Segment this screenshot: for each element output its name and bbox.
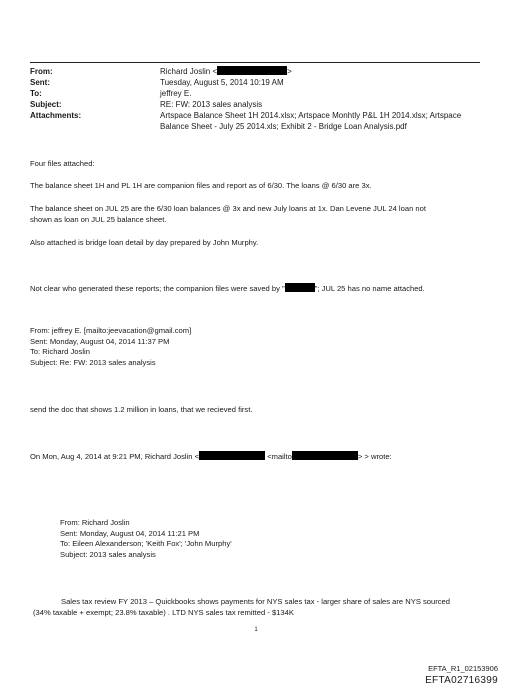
- wrote-line-mailto: <mailto: [267, 452, 292, 461]
- footer-id-2: EFTA02716399: [425, 675, 498, 686]
- attachments-value: [160, 110, 490, 132]
- quoted-2-message-line-2: (34% taxable + exempt; 23.8% taxable) . LTD NYS sales tax remitted - $134K: [33, 607, 294, 617]
- quoted-header-2: [60, 518, 480, 560]
- quoted-2-to: To: Eileen Alexanderson; 'Keith Fox'; 'John Murphy': [60, 539, 232, 548]
- wrote-line: [30, 451, 480, 463]
- quoted-1-message: send the doc that shows 1.2 million in loans, that we recieved first.: [30, 405, 253, 414]
- body-paragraph-4: Also attached is bridge loan detail by day prepared by John Murphy.: [30, 238, 259, 247]
- attachments-label: Attachments:: [30, 111, 82, 120]
- subject-label: Subject:: [30, 100, 62, 109]
- body-paragraph-1: Four files attached:: [30, 159, 95, 168]
- body-paragraph-5: [30, 283, 480, 295]
- quoted-2-message: [33, 597, 493, 618]
- header-divider: [30, 62, 480, 63]
- wrote-line-start: On Mon, Aug 4, 2014 at 9:21 PM, Richard Joslin <: [30, 452, 200, 461]
- redaction-box: [199, 451, 265, 460]
- quoted-1-from: From: jeffrey E. [mailto:jeevacation@gmail.com]: [30, 326, 192, 335]
- quoted-2-subject: Subject: 2013 sales analysis: [60, 549, 156, 559]
- redaction-box: [292, 451, 358, 460]
- from-label: From:: [30, 67, 53, 76]
- subject-value: RE: FW: 2013 sales analysis: [160, 100, 263, 109]
- footer-id-1: EFTA_R1_02153906: [428, 664, 498, 673]
- attachments-line-2: Balance Sheet - July 25 2014.xls; Exhibit 2 - Bridge Loan Analysis.pdf: [160, 122, 407, 131]
- sent-label: Sent:: [30, 78, 50, 87]
- from-name: Richard Joslin <: [160, 67, 218, 76]
- to-value: jeffrey E.: [160, 89, 192, 98]
- header-from-row: [30, 66, 490, 77]
- body-paragraph-3-line-1: The balance sheet on JUL 25 are the 6/30 loan balances @ 3x and new July loans at 1x. Dan Levene JUL 24 loan not: [30, 204, 426, 213]
- quoted-1-subject: Subject: Re: FW: 2013 sales analysis: [30, 357, 156, 367]
- quoted-1-sent: Sent: Monday, August 04, 2014 11:37 PM: [30, 336, 170, 346]
- from-value: [160, 66, 490, 77]
- body-paragraph-2: The balance sheet 1H and PL 1H are companion files and report as of 6/30. The loans @ 6/30 are 3x.: [30, 181, 372, 190]
- header-sent-row: [30, 77, 490, 88]
- quoted-1-to: To: Richard Joslin: [30, 347, 90, 356]
- attachments-line-1: Artspace Balance Sheet 1H 2014.xlsx; Artspace Monhtly P&L 1H 2014.xlsx; Artspace: [160, 111, 462, 120]
- header-subject-row: [30, 99, 490, 110]
- to-label: To:: [30, 89, 42, 98]
- body-paragraph-5-end: "; JUL 25 has no name attached.: [314, 284, 425, 293]
- quoted-2-from: From: Richard Joslin: [60, 518, 130, 527]
- wrote-line-end: > > wrote:: [357, 452, 392, 461]
- email-header: [30, 66, 490, 132]
- from-close: >: [287, 67, 292, 76]
- redaction-box: [217, 66, 287, 75]
- quoted-2-message-line-1: Sales tax review FY 2013 – Quickbooks shows payments for NYS sales tax - larger share of sales are NYS sourced: [61, 597, 451, 606]
- body-paragraph-5-start: Not clear who generated these reports; the companion files were saved by ": [30, 284, 285, 293]
- header-attachments-row: [30, 110, 490, 132]
- quoted-header-1: [30, 326, 480, 368]
- sent-value: Tuesday, August 5, 2014 10:19 AM: [160, 78, 284, 87]
- redaction-box: [285, 283, 315, 292]
- body-paragraph-3-line-2: shown as loan on JUL 25 balance sheet.: [30, 214, 167, 224]
- quoted-2-sent: Sent: Monday, August 04, 2014 11:21 PM: [60, 528, 200, 538]
- body-paragraph-3: [30, 204, 480, 225]
- header-to-row: [30, 88, 490, 99]
- page-number: 1: [254, 627, 258, 633]
